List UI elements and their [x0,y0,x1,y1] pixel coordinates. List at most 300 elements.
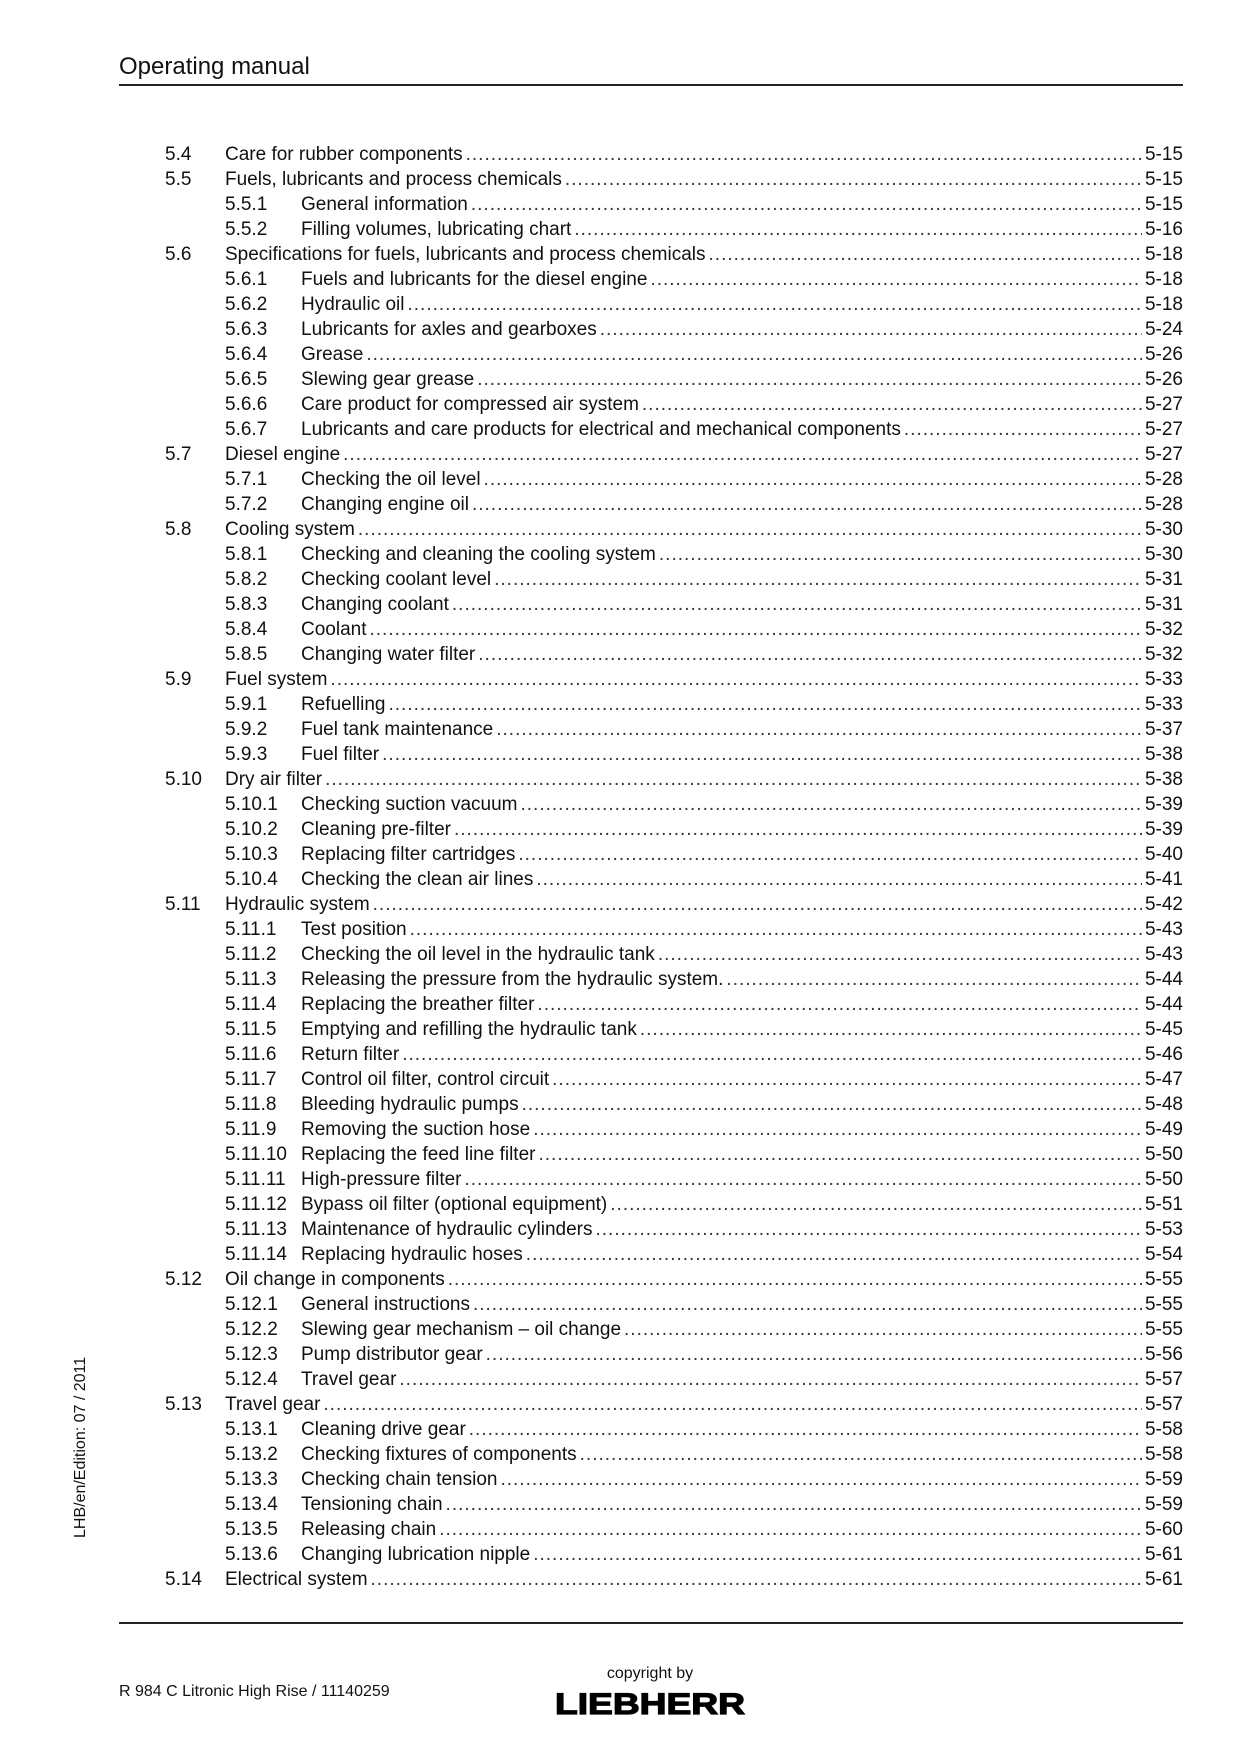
toc-dot-leader [448,1267,1142,1292]
toc-entry[interactable] [119,917,1183,942]
toc-entry-line [301,742,1183,767]
logo-wordmark: LIEBHERR [555,1689,746,1717]
toc-entry-line [301,692,1183,717]
toc-entry-page: 5-48 [1144,1094,1183,1115]
toc-entry[interactable] [119,667,1183,692]
toc-entry-page: 5-40 [1144,844,1183,865]
toc-entry-page: 5-24 [1144,319,1183,340]
toc-entry[interactable] [119,1392,1183,1417]
toc-entry-title: Bleeding hydraulic pumps [301,1094,519,1115]
toc-entry-number: 5.9.3 [225,744,268,765]
toc-entry-number: 5.6.3 [225,319,268,340]
toc-entry-page: 5-53 [1144,1219,1183,1240]
toc-entry-line [225,1392,1183,1417]
toc-entry-title: Fuel system [225,669,328,690]
toc-entry[interactable] [119,1092,1183,1117]
toc-entry[interactable] [119,767,1183,792]
toc-entry-line [225,242,1183,267]
toc-entry-page: 5-47 [1144,1069,1183,1090]
toc-entry-title: Fuel tank maintenance [301,719,494,740]
toc-entry-line [301,367,1183,392]
toc-entry-title: Tensioning chain [301,1494,443,1515]
toc-entry-page: 5-16 [1144,219,1183,240]
toc-dot-leader [726,967,1142,992]
toc-entry-number: 5.10 [165,769,202,790]
toc-entry-line [301,1317,1183,1342]
toc-entry[interactable] [119,217,1183,242]
toc-entry-line [301,1467,1183,1492]
toc-entry[interactable] [119,142,1183,167]
toc-entry-title: Removing the suction hose [301,1119,531,1140]
toc-entry-line [301,617,1183,642]
toc-entry-title: Return filter [301,1044,400,1065]
toc-dot-leader [596,1217,1142,1242]
toc-entry-page: 5-58 [1144,1419,1183,1440]
toc-entry-number: 5.10.2 [225,819,278,840]
toc-entry-page: 5-54 [1144,1244,1183,1265]
toc-entry-page: 5-15 [1144,144,1183,165]
toc-entry-page: 5-31 [1144,569,1183,590]
toc-entry-number: 5.8.2 [225,569,268,590]
toc-entry-number: 5.8 [165,519,192,540]
model-label: R 984 C Litronic High Rise / 11140259 [119,1683,390,1700]
toc-dot-leader [410,917,1142,942]
toc-entry[interactable] [119,517,1183,542]
toc-entry[interactable] [119,167,1183,192]
toc-dot-leader [478,642,1142,667]
toc-entry-page: 5-55 [1144,1294,1183,1315]
toc-entry-number: 5.6.2 [225,294,268,315]
toc-entry-title: Releasing the pressure from the hydraulic system. [301,969,724,990]
toc-dot-leader [640,1017,1142,1042]
toc-entry-number: 5.10.4 [225,869,278,890]
toc-entry-number: 5.13.2 [225,1444,278,1465]
toc-entry-line [301,1442,1183,1467]
toc-entry-line [301,417,1183,442]
page-title: Operating manual [119,53,310,80]
toc-entry-number: 5.9.2 [225,719,268,740]
toc-entry[interactable] [119,1217,1183,1242]
toc-entry-number: 5.4 [165,144,192,165]
toc-entry-page: 5-41 [1144,869,1183,890]
toc-entry-page: 5-18 [1144,269,1183,290]
toc-entry-line [225,767,1183,792]
toc-entry-title: Replacing filter cartridges [301,844,516,865]
toc-entry[interactable] [119,967,1183,992]
toc-dot-leader [709,242,1142,267]
toc-entry-title: General information [301,194,468,215]
toc-entry-line [225,667,1183,692]
toc-entry-number: 5.5.1 [225,194,268,215]
toc-entry[interactable] [119,992,1183,1017]
toc-entry-page: 5-26 [1144,369,1183,390]
toc-entry-line [301,592,1183,617]
toc-entry-number: 5.11.11 [225,1169,286,1190]
toc-entry-line [225,442,1183,467]
toc-entry-line [301,1342,1183,1367]
toc-entry-line [301,567,1183,592]
toc-dot-leader [465,1167,1142,1192]
toc-entry-number: 5.7.2 [225,494,268,515]
toc-entry-page: 5-56 [1144,1344,1183,1365]
toc-entry-title: General instructions [301,1294,470,1315]
toc-entry[interactable] [119,292,1183,317]
copyright-label: copyright by [606,1665,694,1682]
toc-entry[interactable] [119,1467,1183,1492]
toc-entry-number: 5.11.1 [225,919,277,940]
toc-entry[interactable] [119,1067,1183,1092]
toc-entry-page: 5-27 [1144,444,1183,465]
toc-entry-number: 5.11 [165,894,201,915]
header-divider [119,84,1183,86]
toc-dot-leader [600,317,1142,342]
toc-dot-leader [371,1567,1142,1592]
toc-entry[interactable] [119,617,1183,642]
toc-entry-line [301,992,1183,1017]
toc-entry[interactable] [119,467,1183,492]
toc-entry-line [301,492,1183,517]
toc-entry-number: 5.7.1 [225,469,268,490]
toc-entry-title: Filling volumes, lubricating chart [301,219,572,240]
toc-dot-leader [658,942,1142,967]
toc-entry-page: 5-37 [1144,719,1183,740]
toc-entry-number: 5.10.1 [225,794,278,815]
toc-entry-page: 5-57 [1144,1369,1183,1390]
toc-entry[interactable] [119,1292,1183,1317]
toc-entry[interactable] [119,1017,1183,1042]
toc-entry-line [225,1267,1183,1292]
toc-entry-title: Changing lubrication nipple [301,1544,531,1565]
toc-entry-line [301,917,1183,942]
toc-entry-title: High-pressure filter [301,1169,462,1190]
toc-entry-title: Checking the clean air lines [301,869,534,890]
toc-entry[interactable] [119,817,1183,842]
toc-dot-leader [484,467,1142,492]
toc-entry-number: 5.13.4 [225,1494,278,1515]
toc-entry-number: 5.8.1 [225,544,268,565]
toc-entry-line [225,167,1183,192]
toc-entry-title: Cooling system [225,519,355,540]
toc-entry[interactable] [119,367,1183,392]
toc-entry-number: 5.13 [165,1394,202,1415]
toc-entry-number: 5.8.4 [225,619,268,640]
toc-dot-leader [650,267,1142,292]
toc-entry-line [301,292,1183,317]
toc-entry[interactable] [119,1517,1183,1542]
toc-entry-page: 5-49 [1144,1119,1183,1140]
toc-entry-line [301,967,1183,992]
toc-entry[interactable] [119,192,1183,217]
toc-entry-number: 5.9.1 [225,694,268,715]
toc-entry-line [301,1542,1183,1567]
toc-entry-number: 5.12.2 [225,1319,278,1340]
toc-entry[interactable] [119,1442,1183,1467]
toc-entry-line [301,1517,1183,1542]
toc-dot-leader [399,1367,1142,1392]
toc-entry-title: Changing coolant [301,594,449,615]
toc-entry-line [301,392,1183,417]
toc-entry-line [301,317,1183,342]
toc-entry-page: 5-31 [1144,594,1183,615]
toc-entry-line [225,1567,1183,1592]
toc-dot-leader [500,1467,1142,1492]
toc-dot-leader [452,592,1142,617]
toc-dot-leader [538,1142,1141,1167]
toc-entry[interactable] [119,692,1183,717]
toc-entry[interactable] [119,1317,1183,1342]
toc-entry-page: 5-58 [1144,1444,1183,1465]
toc-entry-title: Test position [301,919,407,940]
toc-dot-leader [469,1417,1142,1442]
toc-entry-title: Refuelling [301,694,386,715]
toc-entry-title: Checking the oil level [301,469,481,490]
toc-entry-number: 5.12.1 [225,1294,278,1315]
toc-entry-number: 5.7 [165,444,192,465]
toc-entry[interactable] [119,392,1183,417]
toc-entry-page: 5-45 [1144,1019,1183,1040]
toc-entry-page: 5-15 [1144,169,1183,190]
toc-entry-line [301,867,1183,892]
toc-entry-number: 5.6.4 [225,344,268,365]
toc-entry-number: 5.12.4 [225,1369,278,1390]
toc-entry-page: 5-44 [1144,994,1183,1015]
toc-entry[interactable] [119,792,1183,817]
toc-entry-page: 5-18 [1144,244,1183,265]
toc-entry[interactable] [119,1342,1183,1367]
toc-entry-line [225,517,1183,542]
toc-dot-leader [486,1342,1142,1367]
toc-entry-title: Fuel filter [301,744,380,765]
toc-entry-page: 5-33 [1144,694,1183,715]
toc-dot-leader [494,567,1142,592]
toc-entry-title: Care product for compressed air system [301,394,639,415]
toc-dot-leader [389,692,1142,717]
toc-entry[interactable] [119,842,1183,867]
toc-entry-number: 5.11.12 [225,1194,287,1215]
toc-entry[interactable] [119,1492,1183,1517]
toc-entry-number: 5.13.5 [225,1519,278,1540]
toc-entry-line [225,892,1183,917]
toc-dot-leader [522,1092,1142,1117]
toc-entry-page: 5-27 [1144,394,1183,415]
toc-entry[interactable] [119,592,1183,617]
toc-dot-leader [382,742,1142,767]
toc-entry-page: 5-61 [1144,1569,1183,1590]
toc-entry[interactable] [119,1117,1183,1142]
toc-entry[interactable] [119,567,1183,592]
toc-entry-title: Hydraulic oil [301,294,405,315]
toc-entry-line [225,142,1183,167]
toc-entry[interactable] [119,1142,1183,1167]
toc-entry-title: Lubricants for axles and gearboxes [301,319,597,340]
toc-entry-number: 5.11.5 [225,1019,277,1040]
toc-entry[interactable] [119,942,1183,967]
toc-entry-number: 5.11.2 [225,944,277,965]
toc-entry-title: Replacing the feed line filter [301,1144,536,1165]
toc-entry-page: 5-55 [1144,1269,1183,1290]
toc-entry-page: 5-44 [1144,969,1183,990]
toc-entry-title: Bypass oil filter (optional equipment) [301,1194,608,1215]
toc-entry-page: 5-46 [1144,1044,1183,1065]
toc-entry-page: 5-26 [1144,344,1183,365]
toc-dot-leader [574,217,1142,242]
toc-entry-number: 5.13.1 [225,1419,278,1440]
toc-entry-line [301,817,1183,842]
toc-dot-leader [642,392,1142,417]
toc-entry-line [301,1292,1183,1317]
toc-entry-title: Cleaning pre-filter [301,819,451,840]
toc-entry[interactable] [119,1567,1183,1592]
toc-entry-page: 5-30 [1144,544,1183,565]
toc-entry-number: 5.10.3 [225,844,278,865]
toc-dot-leader [659,542,1142,567]
toc-dot-leader [343,442,1142,467]
toc-dot-leader [323,1392,1142,1417]
liebherr-logo [553,1689,747,1717]
toc-entry[interactable] [119,542,1183,567]
toc-dot-leader [496,717,1142,742]
toc-dot-leader [446,1492,1142,1517]
toc-dot-leader [518,842,1142,867]
toc-entry-number: 5.6 [165,244,192,265]
toc-entry[interactable] [119,1417,1183,1442]
toc-entry-title: Lubricants and care products for electrical and mechanical components [301,419,901,440]
toc-dot-leader [466,142,1142,167]
toc-entry[interactable] [119,242,1183,267]
toc-entry[interactable] [119,267,1183,292]
toc-entry[interactable] [119,1192,1183,1217]
toc-entry-line [301,1067,1183,1092]
toc-entry-title: Diesel engine [225,444,341,465]
toc-dot-leader [526,1242,1142,1267]
toc-entry-line [301,192,1183,217]
toc-entry[interactable] [119,867,1183,892]
toc-entry-page: 5-61 [1144,1544,1183,1565]
toc-dot-leader [472,492,1142,517]
toc-entry[interactable] [119,717,1183,742]
toc-entry-line [301,717,1183,742]
toc-entry-title: Travel gear [225,1394,321,1415]
toc-entry[interactable] [119,492,1183,517]
toc-dot-leader [580,1442,1142,1467]
toc-entry-title: Dry air filter [225,769,323,790]
toc-dot-leader [610,1192,1142,1217]
toc-entry-number: 5.11.13 [225,1219,287,1240]
toc-dot-leader [407,292,1141,317]
toc-dot-leader [533,1542,1142,1567]
toc-entry-line [301,1117,1183,1142]
toc-entry-line [301,267,1183,292]
toc-entry-number: 5.6.1 [225,269,268,290]
toc-entry-page: 5-55 [1144,1319,1183,1340]
toc-dot-leader [533,1117,1142,1142]
toc-entry[interactable] [119,1042,1183,1067]
toc-entry-number: 5.8.3 [225,594,268,615]
toc-entry-title: Care for rubber components [225,144,463,165]
toc-entry-number: 5.5 [165,169,192,190]
toc-dot-leader [402,1042,1142,1067]
toc-entry-line [301,342,1183,367]
toc-entry-title: Grease [301,344,364,365]
toc-entry-page: 5-38 [1144,744,1183,765]
toc-entry-number: 5.11.6 [225,1044,277,1065]
toc-entry-page: 5-30 [1144,519,1183,540]
toc-entry-title: Emptying and refilling the hydraulic tank [301,1019,637,1040]
toc-entry-line [301,792,1183,817]
toc-dot-leader [552,1067,1142,1092]
toc-dot-leader [439,1517,1142,1542]
table-of-contents [119,142,1183,1592]
toc-dot-leader [370,617,1142,642]
toc-dot-leader [537,992,1142,1017]
toc-entry[interactable] [119,317,1183,342]
toc-entry[interactable] [119,1167,1183,1192]
toc-entry-number: 5.13.6 [225,1544,278,1565]
toc-entry-title: Checking suction vacuum [301,794,518,815]
toc-entry-title: Cleaning drive gear [301,1419,466,1440]
toc-entry[interactable] [119,892,1183,917]
toc-entry-page: 5-50 [1144,1169,1183,1190]
toc-entry-number: 5.11.9 [225,1119,277,1140]
toc-entry[interactable] [119,442,1183,467]
toc-dot-leader [330,667,1142,692]
toc-entry[interactable] [119,742,1183,767]
toc-entry-number: 5.5.2 [225,219,268,240]
toc-entry[interactable] [119,342,1183,367]
toc-dot-leader [477,367,1142,392]
toc-entry[interactable] [119,417,1183,442]
toc-entry-title: Control oil filter, control circuit [301,1069,550,1090]
toc-entry-title: Maintenance of hydraulic cylinders [301,1219,593,1240]
toc-entry-line [301,1142,1183,1167]
toc-entry-page: 5-32 [1144,619,1183,640]
toc-entry-title: Slewing gear grease [301,369,475,390]
toc-entry-number: 5.11.3 [225,969,277,990]
toc-entry-title: Pump distributor gear [301,1344,483,1365]
toc-dot-leader [325,767,1142,792]
toc-dot-leader [904,417,1142,442]
toc-entry-title: Checking the oil level in the hydraulic tank [301,944,655,965]
toc-entry[interactable] [119,642,1183,667]
toc-entry-page: 5-38 [1144,769,1183,790]
toc-dot-leader [373,892,1142,917]
toc-dot-leader [358,517,1142,542]
toc-entry-number: 5.11.8 [225,1094,277,1115]
toc-entry-page: 5-15 [1144,194,1183,215]
toc-entry-number: 5.9 [165,669,192,690]
toc-entry[interactable] [119,1367,1183,1392]
toc-entry-line [301,1242,1183,1267]
toc-entry-line [301,942,1183,967]
toc-entry-page: 5-50 [1144,1144,1183,1165]
toc-entry-line [301,642,1183,667]
toc-dot-leader [454,817,1142,842]
toc-entry-page: 5-51 [1144,1194,1183,1215]
toc-entry-title: Travel gear [301,1369,397,1390]
toc-entry[interactable] [119,1542,1183,1567]
toc-entry-number: 5.6.6 [225,394,268,415]
toc-entry-line [301,217,1183,242]
toc-entry-number: 5.8.5 [225,644,268,665]
toc-entry[interactable] [119,1267,1183,1292]
toc-entry-line [301,1492,1183,1517]
toc-entry-number: 5.11.14 [225,1244,287,1265]
toc-entry-number: 5.12.3 [225,1344,278,1365]
toc-entry-page: 5-28 [1144,469,1183,490]
toc-entry-number: 5.12 [165,1269,202,1290]
toc-entry[interactable] [119,1242,1183,1267]
toc-entry-page: 5-32 [1144,644,1183,665]
